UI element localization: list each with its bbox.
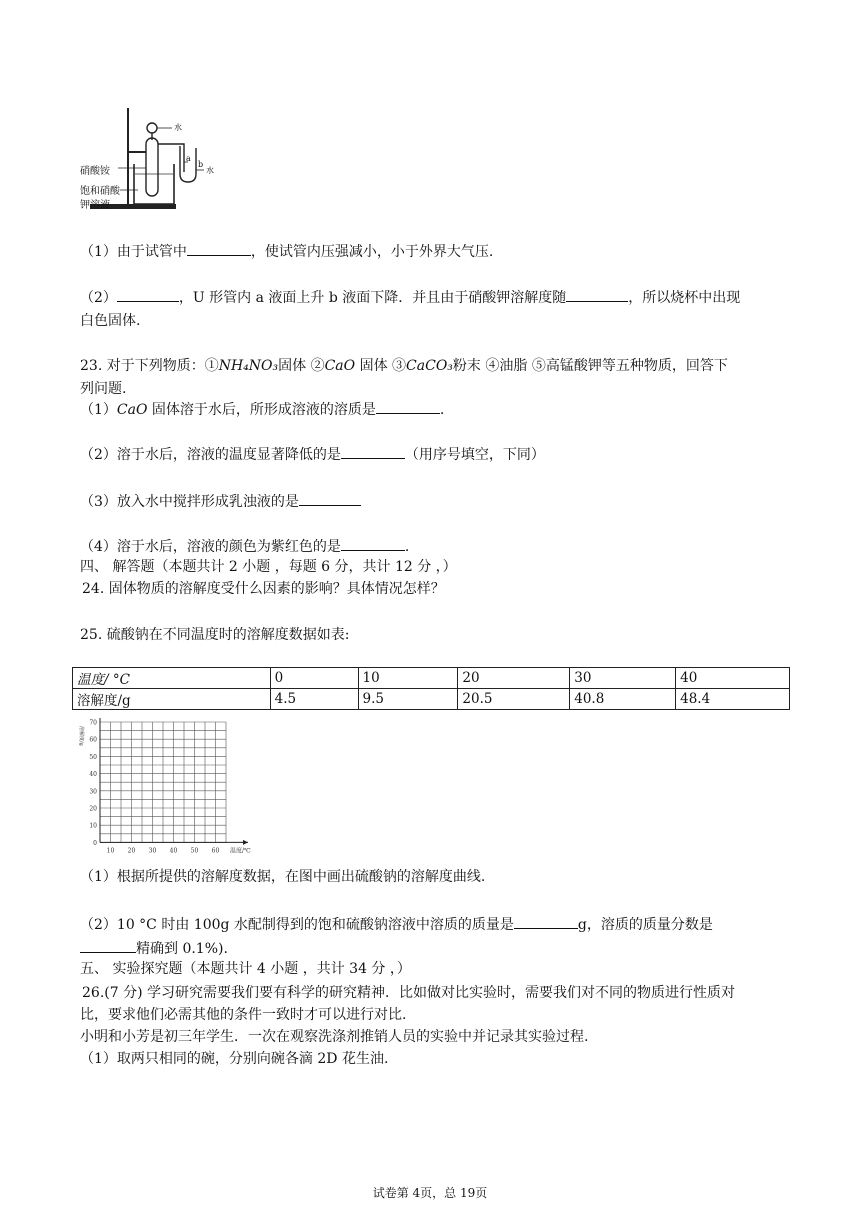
label-saturated-2: 钾溶液	[80, 200, 110, 211]
label-water-right: 水	[206, 166, 214, 175]
q25-part2: （2）10 °C 时由 100g 水配制得到的饱和硫酸钠溶液中溶质的质量是 g，溶质的质量分数是	[80, 913, 713, 936]
y-tick-label: 20	[89, 805, 97, 813]
solubility-table	[72, 667, 790, 710]
table-cell: 10	[358, 668, 458, 689]
y-tick-label: 40	[89, 771, 97, 779]
table-cell: 40	[676, 668, 790, 689]
q26-line3: 小明和小芳是初三年学生．一次在观察洗涤剂推销人员的实验中并记录其实验过程.	[80, 1029, 589, 1045]
q26-line1: 26.(7 分) 学习研究需要我们要有科学的研究精神．比如做对比实验时，需要我们对不同的物质进行性质对	[82, 985, 735, 1001]
table-cell: 9.5	[358, 689, 458, 710]
q25-part1: （1）根据所提供的溶解度数据，在图中画出硫酸钠的溶解度曲线.	[80, 869, 486, 885]
label-b: b	[198, 160, 204, 169]
section4-title: 四、 解答题（本题共计 2 小题 ，每题 6 分，共计 12 分 ，）	[80, 559, 457, 575]
answer-blank[interactable]	[376, 398, 440, 414]
answer-blank[interactable]	[566, 286, 628, 302]
blank-grid[interactable]	[76, 714, 252, 855]
x-tick-label: 40	[169, 847, 178, 855]
answer-blank[interactable]	[187, 240, 251, 256]
answer-blank[interactable]	[514, 913, 578, 929]
q23-part4: （4）溶于水后，溶液的颜色为紫红色的是 .	[80, 535, 409, 558]
label-saturated-1: 饱和硝酸	[80, 186, 120, 197]
table-cell: 40.8	[570, 689, 676, 710]
answer-blank[interactable]	[117, 286, 179, 302]
q23-part1: （1）CaO 固体溶于水后，所形成溶液的溶质是 .	[80, 398, 444, 421]
q26-line2: 比，要求他们必需其他的条件一致时才可以进行对比.	[80, 1007, 407, 1023]
q22-part2-cont: 白色固体.	[80, 313, 141, 329]
apparatus-figure	[80, 108, 220, 214]
table-row	[73, 689, 790, 710]
x-tick-label: 30	[148, 847, 157, 855]
label-water-top: 水	[174, 123, 182, 132]
q25-stem: 25. 硫酸钠在不同温度时的溶解度数据如表:	[80, 627, 350, 643]
y-axis-label: 溶解度/g	[78, 726, 84, 746]
y-tick-label: 10	[89, 822, 97, 830]
x-tick-label: 50	[190, 847, 199, 855]
label-a: a	[186, 154, 191, 163]
q26-line4: （1）取两只相同的碗，分别向碗各滴 2D 花生油.	[80, 1051, 389, 1067]
table-cell: 20.5	[458, 689, 570, 710]
table-cell: 0	[270, 668, 358, 689]
table-cell: 30	[570, 668, 676, 689]
q23-part3: （3）放入水中搅拌形成乳浊液的是	[80, 490, 361, 513]
section5-title: 五、 实验探究题（本题共计 4 小题 ，共计 34 分 ，）	[80, 961, 411, 977]
answer-blank[interactable]	[341, 535, 405, 551]
y-tick-label: 30	[89, 788, 97, 796]
y-tick-label: 50	[89, 753, 97, 761]
q25-part2-cont: 精确到 0.1%).	[80, 937, 228, 960]
grid-drawing	[76, 714, 252, 855]
row-header-temp: 温度/ °C	[73, 668, 271, 689]
q22-part2: （2） ，U 形管内 a 液面上升 b 液面下降．并且由于硝酸钾溶解度随 ，所以烧杯中出现	[80, 286, 740, 309]
x-axis-label: 温度/℃	[230, 847, 251, 855]
answer-blank[interactable]	[80, 937, 136, 953]
q24-text: 24. 固体物质的溶解度受什么因素的影响？具体情况怎样？	[82, 581, 445, 597]
answer-blank[interactable]	[341, 443, 405, 459]
answer-blank[interactable]	[299, 490, 361, 506]
y-tick-label: 70	[89, 719, 97, 727]
x-tick-label: 60	[211, 847, 220, 855]
x-tick-label: 10	[106, 847, 115, 855]
x-axis-arrow	[243, 840, 248, 845]
y-tick-label: 60	[89, 736, 97, 744]
page-footer: 试卷第 4页，总 19页	[372, 1186, 488, 1200]
y-tick-label: 0	[93, 839, 97, 847]
table-cell: 20	[458, 668, 570, 689]
table-cell: 4.5	[270, 689, 358, 710]
q23-part2: （2）溶于水后，溶液的温度显著降低的是 （用序号填空，下同）	[80, 443, 545, 466]
x-tick-label: 20	[127, 847, 136, 855]
q23-stem: 23. 对于下列物质：①NH₄NO₃固体 ②CaO 固体 ③CaCO₃粉末 ④油脂 ⑤高锰酸钾等五种物质，回答下	[80, 358, 728, 374]
label-nitrate: 硝酸铵	[80, 166, 110, 177]
table-row	[73, 668, 790, 689]
q22-part1: （1）由于试管中 ，使试管内压强减小，小于外界大气压.	[80, 240, 493, 263]
table-cell: 48.4	[676, 689, 790, 710]
row-header-solubility: 溶解度/g	[73, 689, 271, 710]
q23-stem-cont: 列问题.	[80, 381, 127, 397]
